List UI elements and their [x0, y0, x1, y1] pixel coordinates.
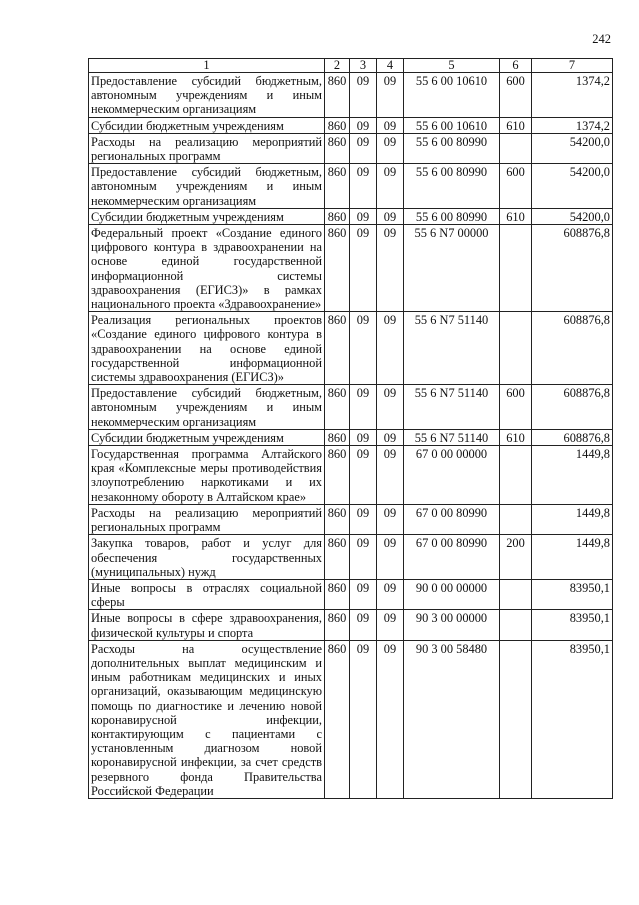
row-target-code: 67 0 00 80990 — [404, 535, 500, 580]
page-number: 242 — [592, 32, 611, 46]
row-subsection-code: 09 — [377, 225, 404, 312]
row-subsection-code: 09 — [377, 640, 404, 798]
row-target-code: 67 0 00 00000 — [404, 446, 500, 505]
row-subsection-code: 09 — [377, 385, 404, 430]
table-body — [89, 73, 613, 799]
row-section-code: 09 — [350, 504, 377, 534]
row-subsection-code: 09 — [377, 429, 404, 445]
table-row — [89, 117, 613, 133]
row-target-code: 55 6 N7 00000 — [404, 225, 500, 312]
row-ministry-code: 860 — [325, 579, 350, 609]
table-header-row — [89, 59, 613, 73]
row-ministry-code: 860 — [325, 535, 350, 580]
row-ministry-code: 860 — [325, 73, 350, 118]
row-section-code: 09 — [350, 225, 377, 312]
row-name: Предоставление субсидий бюджетным, автономным учреждениям и иным некоммерческим организациям — [89, 164, 325, 209]
row-subsection-code: 09 — [377, 117, 404, 133]
row-subsection-code: 09 — [377, 535, 404, 580]
table-row — [89, 312, 613, 385]
row-ministry-code: 860 — [325, 610, 350, 640]
row-expense-type — [500, 504, 532, 534]
row-section-code: 09 — [350, 385, 377, 430]
row-amount: 1374,2 — [532, 73, 613, 118]
row-section-code: 09 — [350, 312, 377, 385]
row-section-code: 09 — [350, 446, 377, 505]
row-subsection-code: 09 — [377, 312, 404, 385]
table-row — [89, 610, 613, 640]
row-amount: 83950,1 — [532, 579, 613, 609]
row-subsection-code: 09 — [377, 208, 404, 224]
row-amount: 83950,1 — [532, 610, 613, 640]
row-target-code: 55 6 N7 51140 — [404, 385, 500, 430]
row-ministry-code: 860 — [325, 429, 350, 445]
row-expense-type: 610 — [500, 117, 532, 133]
row-ministry-code: 860 — [325, 385, 350, 430]
row-expense-type — [500, 312, 532, 385]
row-amount: 54200,0 — [532, 133, 613, 163]
row-name: Расходы на осуществление дополнительных выплат медицинским и иным работникам медицинских и иных организаций, оказывающим медицинскую помощь по диагностике и лечению новой коронавирусной инфекции, контактирующим с пациентами с установленным диагнозом новой коронавирусной инфекции, за счет средств резервного фонда Правительства Российской Федерации — [89, 640, 325, 798]
row-section-code: 09 — [350, 535, 377, 580]
row-expense-type — [500, 446, 532, 505]
header-col-4: 4 — [377, 59, 404, 73]
header-col-5: 5 — [404, 59, 500, 73]
row-name: Предоставление субсидий бюджетным, автономным учреждениям и иным некоммерческим организациям — [89, 385, 325, 430]
row-amount: 608876,8 — [532, 312, 613, 385]
row-name: Субсидии бюджетным учреждениям — [89, 117, 325, 133]
row-name: Иные вопросы в отраслях социальной сферы — [89, 579, 325, 609]
row-expense-type: 600 — [500, 73, 532, 118]
row-section-code: 09 — [350, 429, 377, 445]
table-row — [89, 225, 613, 312]
row-amount: 1449,8 — [532, 535, 613, 580]
row-ministry-code: 860 — [325, 504, 350, 534]
table-row — [89, 73, 613, 118]
row-target-code: 55 6 N7 51140 — [404, 312, 500, 385]
row-target-code: 90 3 00 00000 — [404, 610, 500, 640]
row-expense-type — [500, 579, 532, 609]
header-col-2: 2 — [325, 59, 350, 73]
table-row — [89, 535, 613, 580]
row-section-code: 09 — [350, 579, 377, 609]
row-expense-type — [500, 133, 532, 163]
row-subsection-code: 09 — [377, 164, 404, 209]
row-target-code: 55 6 00 80990 — [404, 133, 500, 163]
row-amount: 54200,0 — [532, 208, 613, 224]
row-ministry-code: 860 — [325, 312, 350, 385]
row-expense-type — [500, 225, 532, 312]
row-expense-type: 600 — [500, 164, 532, 209]
row-section-code: 09 — [350, 208, 377, 224]
row-name: Предоставление субсидий бюджетным, автономным учреждениям и иным некоммерческим организациям — [89, 73, 325, 118]
row-section-code: 09 — [350, 640, 377, 798]
row-name: Реализация региональных проектов «Создание единого цифрового контура в здравоохранении на основе единой государственной информационной системы здравоохранения (ЕГИСЗ)» — [89, 312, 325, 385]
row-name: Закупка товаров, работ и услуг для обеспечения государственных (муниципальных) нужд — [89, 535, 325, 580]
row-name: Расходы на реализацию мероприятий региональных программ — [89, 133, 325, 163]
row-target-code: 90 3 00 58480 — [404, 640, 500, 798]
row-subsection-code: 09 — [377, 73, 404, 118]
table-row — [89, 208, 613, 224]
row-target-code: 55 6 00 80990 — [404, 164, 500, 209]
table-row — [89, 133, 613, 163]
row-subsection-code: 09 — [377, 504, 404, 534]
row-target-code: 55 6 N7 51140 — [404, 429, 500, 445]
header-col-7: 7 — [532, 59, 613, 73]
row-name: Иные вопросы в сфере здравоохранения, физической культуры и спорта — [89, 610, 325, 640]
row-expense-type: 610 — [500, 208, 532, 224]
row-amount: 54200,0 — [532, 164, 613, 209]
row-amount: 608876,8 — [532, 385, 613, 430]
row-target-code: 55 6 00 10610 — [404, 73, 500, 118]
row-ministry-code: 860 — [325, 225, 350, 312]
table-row — [89, 504, 613, 534]
row-subsection-code: 09 — [377, 579, 404, 609]
table-row — [89, 446, 613, 505]
row-amount: 1449,8 — [532, 504, 613, 534]
budget-table — [88, 58, 613, 799]
row-subsection-code: 09 — [377, 446, 404, 505]
row-ministry-code: 860 — [325, 117, 350, 133]
row-amount: 608876,8 — [532, 429, 613, 445]
row-expense-type: 610 — [500, 429, 532, 445]
row-target-code: 67 0 00 80990 — [404, 504, 500, 534]
header-col-3: 3 — [350, 59, 377, 73]
table-row — [89, 579, 613, 609]
row-expense-type — [500, 610, 532, 640]
row-name: Субсидии бюджетным учреждениям — [89, 208, 325, 224]
row-expense-type: 200 — [500, 535, 532, 580]
row-section-code: 09 — [350, 117, 377, 133]
row-name: Федеральный проект «Создание единого цифрового контура в здравоохранении на основе единой государственной информационной системы здравоохранения (ЕГИСЗ)» в рамках национального проекта «Здравоохранение» — [89, 225, 325, 312]
header-col-6: 6 — [500, 59, 532, 73]
table-row — [89, 429, 613, 445]
row-name: Расходы на реализацию мероприятий региональных программ — [89, 504, 325, 534]
row-ministry-code: 860 — [325, 446, 350, 505]
row-amount: 608876,8 — [532, 225, 613, 312]
row-name: Государственная программа Алтайского края «Комплексные меры противодействия злоупотреблению наркотиками и их незаконному обороту в Алтайском крае» — [89, 446, 325, 505]
row-section-code: 09 — [350, 73, 377, 118]
table-row — [89, 385, 613, 430]
table-row — [89, 640, 613, 798]
row-section-code: 09 — [350, 164, 377, 209]
header-col-1: 1 — [89, 59, 325, 73]
row-expense-type — [500, 640, 532, 798]
row-section-code: 09 — [350, 133, 377, 163]
row-ministry-code: 860 — [325, 133, 350, 163]
row-target-code: 55 6 00 10610 — [404, 117, 500, 133]
row-subsection-code: 09 — [377, 133, 404, 163]
row-amount: 1449,8 — [532, 446, 613, 505]
row-target-code: 90 0 00 00000 — [404, 579, 500, 609]
table-row — [89, 164, 613, 209]
row-subsection-code: 09 — [377, 610, 404, 640]
row-ministry-code: 860 — [325, 164, 350, 209]
row-ministry-code: 860 — [325, 208, 350, 224]
row-expense-type: 600 — [500, 385, 532, 430]
row-section-code: 09 — [350, 610, 377, 640]
row-amount: 1374,2 — [532, 117, 613, 133]
row-target-code: 55 6 00 80990 — [404, 208, 500, 224]
row-amount: 83950,1 — [532, 640, 613, 798]
row-ministry-code: 860 — [325, 640, 350, 798]
row-name: Субсидии бюджетным учреждениям — [89, 429, 325, 445]
